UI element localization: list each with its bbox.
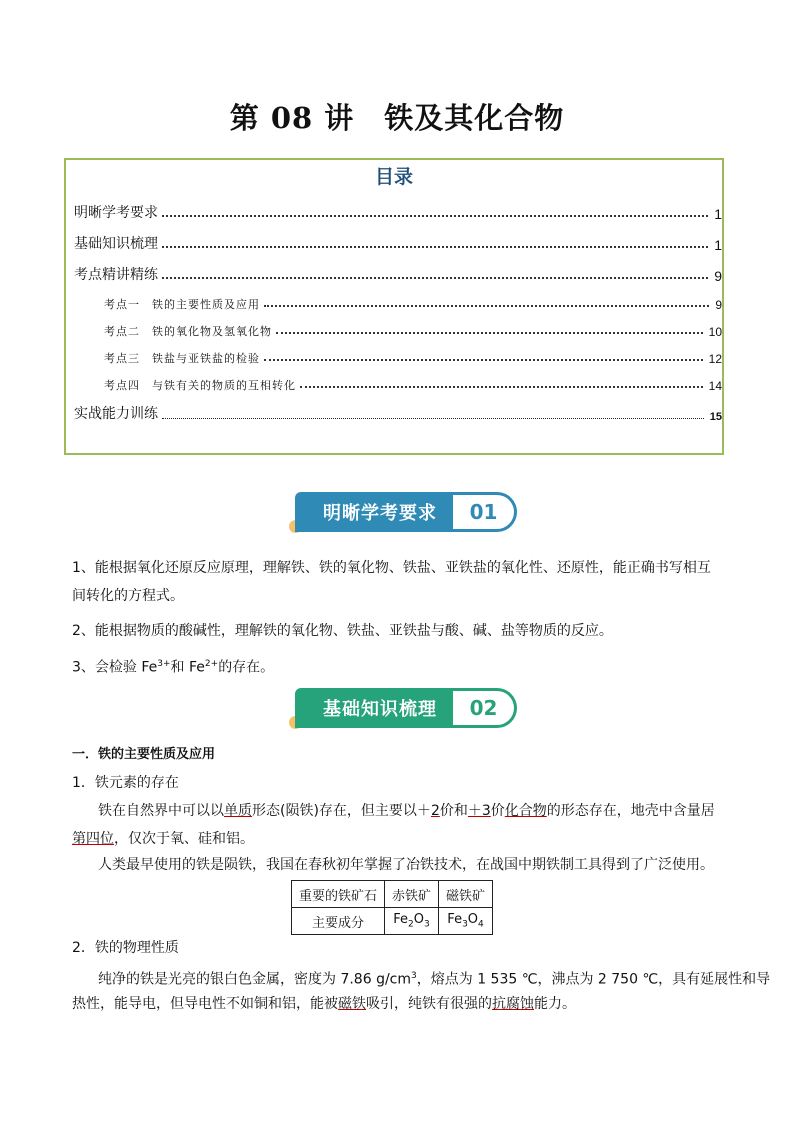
paragraph: 人类最早使用的铁是陨铁，我国在春秋初年掌握了冶铁技术，在战国中期铁制工具得到了广泛使用。 — [98, 857, 714, 873]
section-title: 基础知识梳理 — [295, 688, 465, 728]
paragraph: 第四位，仅次于氧、硅和铝。 — [72, 831, 254, 847]
subsection-heading: 2．铁的物理性质 — [72, 940, 179, 956]
paragraph: 热性，能导电，但导电性不如铜和铝，能被磁铁吸引，纯铁有很强的抗腐蚀能力。 — [72, 996, 576, 1012]
toc-item[interactable]: 考点二 铁的氧化物及氢氧化物 10 — [104, 325, 722, 339]
subsection-heading: 一．铁的主要性质及应用 — [72, 747, 216, 762]
toc-item[interactable]: 实战能力训练 15 — [74, 406, 722, 423]
paragraph: 铁在自然界中可以以单质形态(陨铁)存在，但主要以＋2价和＋3价化合物的形态存在，地壳中含量居 — [98, 803, 715, 819]
requirement-item: 2、能根据物质的酸碱性，理解铁的氧化物、铁盐、亚铁盐与酸、碱、盐等物质的反应。 — [72, 623, 613, 639]
paragraph: 纯净的铁是光亮的银白色金属，密度为 7.86 $g/cm^3$，熔点为 1 535 ℃，沸点为 2 750 ℃，具有延展性和导 — [98, 971, 771, 988]
section-banner-02 — [293, 688, 519, 728]
section-number: 01 — [453, 492, 517, 532]
section-number: 02 — [453, 688, 517, 728]
toc-item[interactable]: 考点四 与铁有关的物质的互相转化 14 — [104, 379, 722, 393]
table-of-contents — [64, 158, 724, 455]
toc-item[interactable]: 考点一 铁的主要性质及应用 9 — [104, 298, 722, 312]
toc-item[interactable]: 考点精讲精练 9 — [74, 267, 722, 284]
section-title: 明晰学考要求 — [295, 492, 465, 532]
toc-item[interactable]: 基础知识梳理 1 — [74, 236, 722, 253]
page-title: 第 08 讲 铁及其化合物 — [229, 101, 565, 135]
table-row: 主要成分 $Fe_2O_3$ $Fe_3O_4$ — [292, 908, 493, 935]
section-banner-01 — [293, 492, 519, 532]
iron-ore-table — [291, 880, 493, 935]
toc-item[interactable]: 明晰学考要求 1 — [74, 205, 722, 222]
toc-heading: 目录 — [374, 166, 413, 188]
table-row: 重要的铁矿石 赤铁矿 磁铁矿 — [292, 881, 493, 908]
requirement-item: 3、会检验 $Fe^{3+}$和 $Fe^{2+}$的存在。 — [72, 659, 275, 676]
requirement-item: 1、能根据氧化还原反应原理，理解铁、铁的氧化物、铁盐、亚铁盐的氧化性、还原性，能正确书写相互间转化的方程式。 — [72, 560, 711, 604]
toc-item[interactable]: 考点三 铁盐与亚铁盐的检验 12 — [104, 352, 722, 366]
subsection-heading: 1．铁元素的存在 — [72, 775, 179, 791]
